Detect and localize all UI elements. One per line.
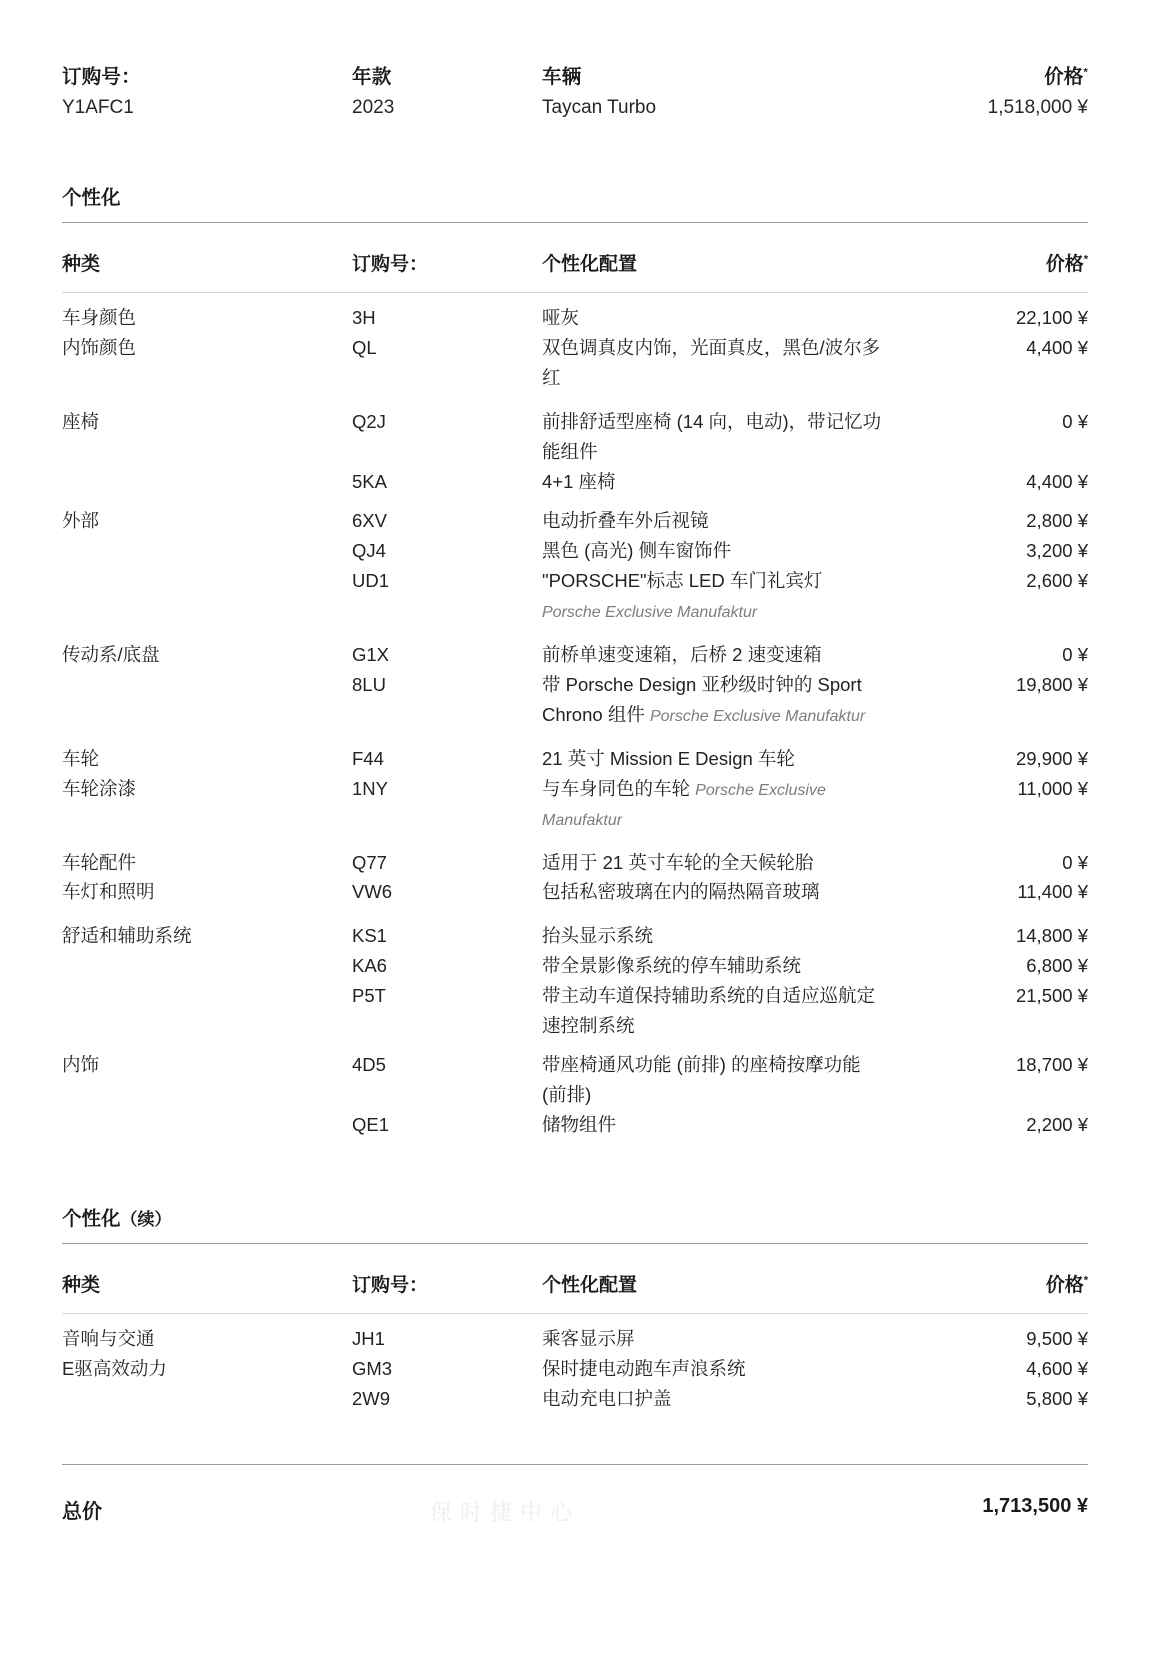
- row-description-text: 带 Porsche Design 亚秒级时钟的 Sport Chrono 组件: [542, 673, 862, 725]
- row-order-code: 8LU: [352, 673, 386, 695]
- row-order-code: G1X: [352, 643, 390, 665]
- row-order-code: UD1: [352, 569, 390, 591]
- row-price: 3,200 ¥: [1026, 539, 1088, 561]
- table-row: [62, 774, 1088, 834]
- section-title-personalization-cont: 个性化（续）: [62, 1208, 172, 1231]
- price-label: 价格*: [1044, 66, 1088, 88]
- row-category: 外部: [62, 509, 100, 531]
- row-price: 11,400 ¥: [1017, 881, 1088, 903]
- row-order-code: Q2J: [352, 410, 386, 432]
- row-description-text: 储物组件: [542, 1114, 617, 1136]
- order-number-label: 订购号：: [62, 66, 141, 88]
- table-row: [62, 981, 1088, 1041]
- options-column-headers: [62, 223, 1088, 280]
- row-description-text: 双色调真皮内饰，光面真皮，黑色/波尔多红: [542, 336, 881, 388]
- price-asterisk: *: [1083, 66, 1088, 79]
- row-description: [542, 1354, 897, 1384]
- row-price: 0 ¥: [1062, 643, 1088, 665]
- row-order-code: 6XV: [352, 509, 387, 531]
- row-description: [542, 1324, 897, 1354]
- row-price: 5,800 ¥: [1026, 1388, 1088, 1410]
- row-description: [542, 303, 897, 333]
- group-spacer: [62, 293, 1088, 303]
- row-price: 4,400 ¥: [1026, 336, 1088, 358]
- row-description-text: 前桥单速变速箱，后桥 2 速变速箱: [542, 643, 822, 665]
- row-description-text: 抬头显示系统: [542, 925, 654, 947]
- row-price: 14,800 ¥: [1015, 925, 1088, 947]
- row-category: 车身颜色: [62, 307, 137, 328]
- row-price: 2,600 ¥: [1026, 569, 1088, 591]
- row-exclusive-note: Porsche Exclusive Manufaktur: [542, 781, 826, 829]
- row-description-text: 黑色 (高光) 侧车窗饰件: [542, 539, 732, 561]
- row-price: 11,000 ¥: [1017, 777, 1088, 799]
- group-spacer: [62, 1041, 1088, 1050]
- group-spacer: [62, 907, 1088, 921]
- order-header-values: [62, 89, 1088, 119]
- row-description: [542, 848, 897, 878]
- table-row: [62, 1050, 1088, 1110]
- row-description: [542, 744, 897, 774]
- row-price: 22,100 ¥: [1015, 307, 1088, 328]
- row-description: [542, 1110, 897, 1140]
- col-price: 价格*: [1045, 253, 1088, 275]
- row-exclusive-note: Porsche Exclusive Manufaktur: [542, 603, 758, 621]
- table-row: [62, 467, 1088, 497]
- row-description-text: 带座椅通风功能 (前排) 的座椅按摩功能 (前排): [542, 1054, 861, 1106]
- row-category: 内饰颜色: [62, 336, 137, 358]
- group-spacer: [62, 626, 1088, 640]
- row-category: 车轮: [62, 747, 100, 769]
- row-description: [542, 640, 897, 670]
- row-description-text: 乘客显示屏: [542, 1328, 635, 1350]
- row-order-code: F44: [352, 747, 384, 769]
- vehicle-price-value: 1,518,000 ¥: [987, 97, 1088, 118]
- watermark: 保时捷中心: [430, 1500, 581, 1525]
- table-row: [62, 1384, 1088, 1414]
- row-order-code: 5KA: [352, 470, 387, 492]
- row-category: 内饰: [62, 1054, 100, 1076]
- table-row: [62, 848, 1088, 878]
- row-price: 2,800 ¥: [1026, 509, 1088, 531]
- col-option-2: 个性化配置: [542, 1275, 638, 1297]
- row-description-text: 哑灰: [542, 307, 580, 328]
- row-description: [542, 536, 897, 566]
- row-category: 车轮涂漆: [62, 777, 137, 799]
- row-description-text: 带主动车道保持辅助系统的自适应巡航定速控制系统: [542, 985, 876, 1037]
- options-column-headers-2: [62, 1244, 1088, 1301]
- order-number-value: Y1AFC1: [62, 97, 134, 118]
- row-price: 2,200 ¥: [1026, 1114, 1088, 1136]
- model-year-value: 2023: [352, 97, 395, 118]
- table-row: [62, 407, 1088, 467]
- row-price: 19,800 ¥: [1015, 673, 1088, 695]
- row-description: [542, 981, 897, 1041]
- row-description-text: "PORSCHE"标志 LED 车门礼宾灯: [542, 569, 823, 591]
- row-order-code: 1NY: [352, 777, 388, 799]
- table-row: [62, 921, 1088, 951]
- table-row: [62, 333, 1088, 393]
- table-row: [62, 951, 1088, 981]
- table-row: [62, 536, 1088, 566]
- col-category-2: 种类: [62, 1275, 101, 1297]
- table-row: [62, 1354, 1088, 1384]
- row-category: E驱高效动力: [62, 1358, 167, 1380]
- row-order-code: 3H: [352, 307, 376, 328]
- row-price: 4,600 ¥: [1026, 1358, 1088, 1380]
- total-value: 1,713,500 ¥: [982, 1495, 1088, 1518]
- row-description-text: 包括私密玻璃在内的隔热隔音玻璃: [542, 881, 820, 903]
- row-category: 传动系/底盘: [62, 643, 160, 665]
- table-row: [62, 506, 1088, 536]
- row-description: [542, 670, 897, 730]
- group-spacer: [62, 497, 1088, 506]
- model-year-label: 年款: [352, 66, 392, 88]
- row-price: 9,500 ¥: [1026, 1328, 1088, 1350]
- row-price: 0 ¥: [1062, 851, 1088, 873]
- row-description: [542, 333, 897, 393]
- col-category: 种类: [62, 254, 101, 275]
- group-spacer: [62, 393, 1088, 407]
- options-table-body: [62, 293, 1088, 1140]
- row-order-code: GM3: [352, 1358, 393, 1380]
- row-order-code: P5T: [352, 985, 386, 1007]
- vehicle-label: 车辆: [542, 66, 582, 88]
- col-price-2: 价格*: [1045, 1274, 1088, 1297]
- row-description-text: 前排舒适型座椅 (14 向，电动)，带记忆功能组件: [542, 410, 882, 462]
- row-order-code: QE1: [352, 1114, 390, 1136]
- row-description: [542, 1384, 897, 1414]
- row-price: 0 ¥: [1062, 410, 1088, 432]
- row-order-code: KA6: [352, 955, 387, 977]
- row-price: 29,900 ¥: [1015, 747, 1088, 769]
- row-description: [542, 1050, 897, 1110]
- row-description-text: 21 英寸 Mission E Design 车轮: [542, 747, 795, 769]
- row-category: 音响与交通: [62, 1328, 155, 1350]
- row-category: 座椅: [62, 410, 100, 432]
- row-order-code: KS1: [352, 925, 387, 947]
- row-description-text: 带全景影像系统的停车辅助系统: [542, 955, 802, 977]
- row-price: 4,400 ¥: [1026, 470, 1088, 492]
- row-price: 6,800 ¥: [1026, 955, 1088, 977]
- total-label: 总价: [62, 1501, 102, 1524]
- row-category: 车灯和照明: [62, 881, 155, 903]
- row-description: [542, 774, 897, 834]
- table-row: [62, 670, 1088, 730]
- row-order-code: Q77: [352, 851, 387, 873]
- row-order-code: QJ4: [352, 539, 386, 561]
- row-description-text: 适用于 21 英寸车轮的全天候轮胎: [542, 851, 814, 873]
- row-order-code: QL: [352, 336, 377, 358]
- row-description-text: 保时捷电动跑车声浪系统: [542, 1358, 746, 1380]
- row-description: [542, 566, 897, 626]
- row-order-code: 4D5: [352, 1054, 386, 1076]
- group-spacer: [62, 1314, 1088, 1324]
- row-description: [542, 951, 897, 981]
- col-order-number-2: 订购号：: [352, 1275, 429, 1297]
- row-description: [542, 506, 897, 536]
- row-order-code: JH1: [352, 1328, 385, 1350]
- row-description: [542, 467, 897, 497]
- row-order-code: VW6: [352, 881, 393, 903]
- row-order-code: 2W9: [352, 1388, 391, 1410]
- vehicle-value: Taycan Turbo: [542, 97, 657, 118]
- col-order-number: 订购号：: [352, 254, 429, 275]
- row-description: [542, 921, 897, 951]
- group-spacer: [62, 834, 1088, 848]
- row-description-text: 电动折叠车外后视镜: [542, 509, 709, 531]
- row-exclusive-note: Porsche Exclusive Manufaktur: [649, 707, 866, 725]
- row-category: 车轮配件: [62, 851, 137, 873]
- row-price: 18,700 ¥: [1015, 1054, 1088, 1076]
- table-row: [62, 744, 1088, 774]
- row-description: [542, 877, 897, 907]
- order-header-labels: [62, 28, 1088, 89]
- table-row: [62, 303, 1088, 333]
- options-table-body-2: [62, 1314, 1088, 1414]
- table-row: [62, 877, 1088, 907]
- row-description-text: 电动充电口护盖: [542, 1388, 672, 1410]
- total-row: [62, 1465, 1088, 1524]
- row-category: 舒适和辅助系统: [62, 925, 192, 947]
- table-row: [62, 566, 1088, 626]
- col-option: 个性化配置: [542, 254, 638, 275]
- section-title-personalization: 个性化: [62, 187, 121, 209]
- table-row: [62, 640, 1088, 670]
- table-row: [62, 1324, 1088, 1354]
- group-spacer: [62, 730, 1088, 744]
- row-description-text: 4+1 座椅: [542, 470, 616, 492]
- row-description-text: 与车身同色的车轮: [542, 777, 691, 799]
- row-description: [542, 407, 897, 467]
- table-row: [62, 1110, 1088, 1140]
- row-price: 21,500 ¥: [1015, 985, 1088, 1007]
